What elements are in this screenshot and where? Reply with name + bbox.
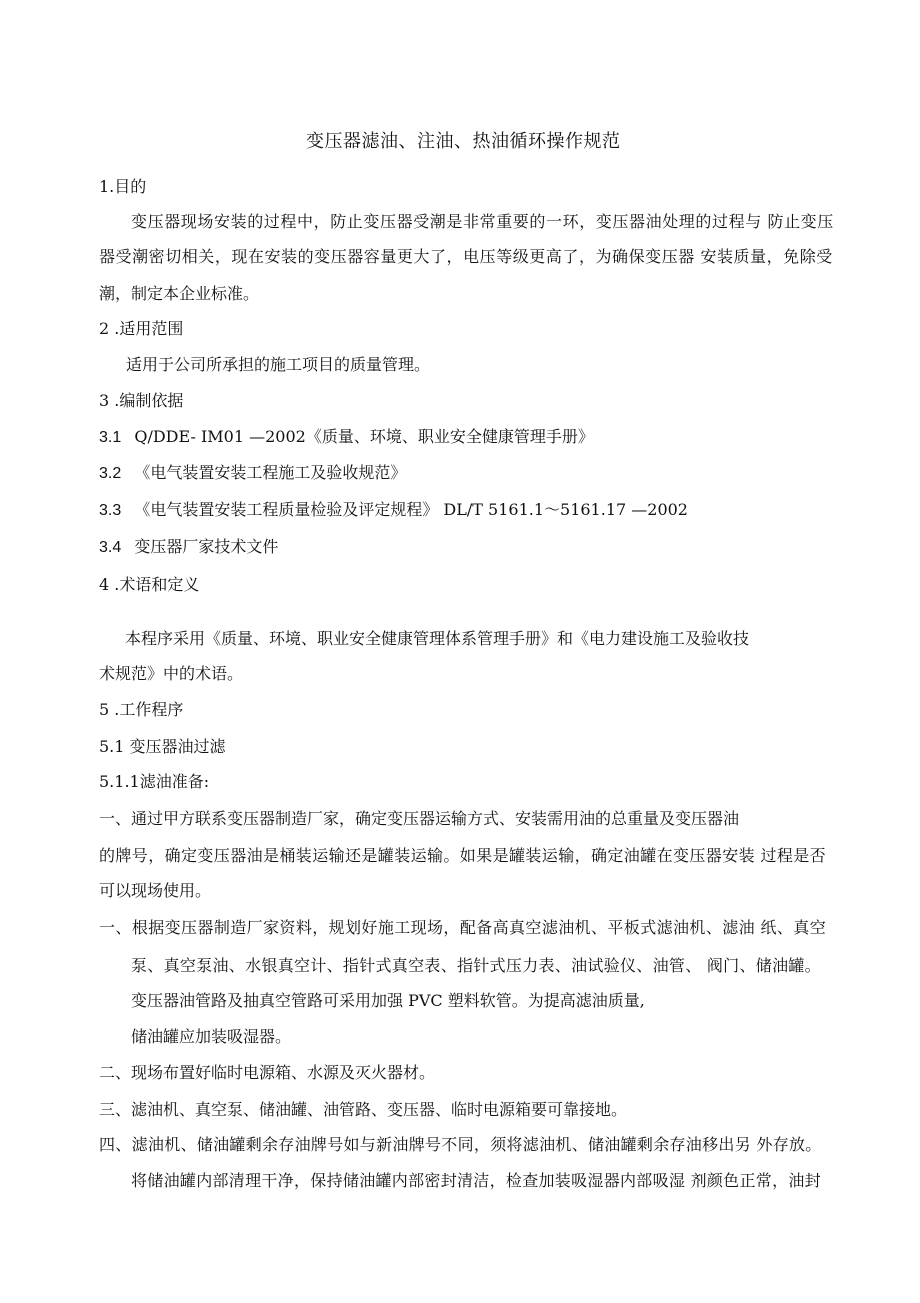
paragraph-line: 储油罐应加装吸湿器。 bbox=[131, 1027, 292, 1046]
paragraph-line: 变压器油管路及抽真空管路可采用加强 PVC 塑料软管。为提高滤油质量, bbox=[131, 991, 645, 1010]
list-item-text: 现场布置好临时电源箱、水源及灭火器材。 bbox=[131, 1063, 436, 1082]
basis-item-text: 《电气装置安装工程施工及验收规范》 bbox=[134, 463, 407, 482]
subsection-heading: 5.1.1滤油准备: bbox=[99, 772, 210, 791]
basis-item bbox=[99, 537, 278, 558]
list-marker: 四、 bbox=[99, 1135, 132, 1154]
list-marker: 二、 bbox=[99, 1063, 132, 1082]
paragraph-line: 泵、真空泵油、水银真空计、指针式真空表、指针式压力表、油试验仪、油管、 阀门、储油罐。 bbox=[131, 956, 821, 975]
section-heading-basis: 3 .编制依据 bbox=[99, 391, 184, 410]
list-item bbox=[99, 1063, 435, 1083]
list-marker: 一、 bbox=[99, 918, 132, 937]
paragraph-line: 潮，制定本企业标准。 bbox=[99, 284, 260, 303]
paragraph-line: 将储油罐内部清理干净，保持储油罐内部密封清洁，检查加装吸湿器内部吸湿 剂颜色正常，油封 bbox=[131, 1171, 821, 1190]
list-marker: 三、 bbox=[99, 1100, 132, 1119]
list-marker: 一、 bbox=[99, 809, 132, 828]
basis-item-number: 3.2 bbox=[99, 465, 122, 482]
paragraph-line: 器受潮密切相关，现在安装的变压器容量更大了，电压等级更高了，为确保变压器 安装质量，免除受 bbox=[99, 247, 833, 266]
basis-item-number: 3.1 bbox=[99, 429, 122, 446]
document-title: 变压器滤油、注油、热油循环操作规范 bbox=[306, 131, 621, 152]
basis-item-text: 《电气装置安装工程质量检验及评定规程》 DL/T 5161.1〜5161.17 —2002 bbox=[134, 500, 688, 519]
list-item bbox=[99, 1135, 822, 1155]
paragraph-line: 的牌号，确定变压器油是桶装运输还是罐装运输。如果是罐装运输，确定油罐在变压器安装 过程是否 bbox=[99, 846, 827, 865]
subsection-heading: 5.1 变压器油过滤 bbox=[99, 737, 226, 756]
list-item-text: 滤油机、真空泵、储油罐、油管路、变压器、临时电源箱要可靠接地。 bbox=[131, 1100, 628, 1119]
list-item bbox=[99, 918, 826, 938]
section-heading-scope: 2 .适用范围 bbox=[99, 319, 184, 338]
basis-item-text: 变压器厂家技术文件 bbox=[134, 537, 279, 556]
section-heading-purpose: 1.目的 bbox=[99, 177, 147, 196]
list-item-text: 通过甲方联系变压器制造厂家，确定变压器运输方式、安装需用油的总重量及变压器油 bbox=[131, 809, 740, 828]
list-item-text: 根据变压器制造厂家资料，规划好施工现场，配备高真空滤油机、平板式滤油机、滤油 纸、真空 bbox=[131, 918, 827, 937]
basis-item bbox=[99, 463, 406, 484]
section-heading-terms: 4 .术语和定义 bbox=[99, 575, 200, 594]
list-item bbox=[99, 1100, 627, 1120]
basis-item-number: 3.4 bbox=[99, 539, 122, 556]
list-item-text: 滤油机、储油罐剩余存油牌号如与新油牌号不同，须将滤油机、储油罐剩余存油移出另 外存放。 bbox=[131, 1135, 822, 1154]
paragraph-line: 本程序采用《质量、环境、职业安全健康管理体系管理手册》和《电力建设施工及验收技 bbox=[125, 629, 750, 648]
list-item bbox=[99, 809, 739, 829]
paragraph-line: 变压器现场安装的过程中，防止变压器受潮是非常重要的一环，变压器油处理的过程与 防止变压 bbox=[131, 212, 834, 231]
section-heading-procedure: 5 .工作程序 bbox=[99, 700, 184, 719]
basis-item bbox=[99, 427, 594, 448]
basis-item-text: Q/DDE- IM01 —2002《质量、环境、职业安全健康管理手册》 bbox=[134, 427, 594, 446]
basis-item-number: 3.3 bbox=[99, 502, 122, 519]
basis-item bbox=[99, 500, 688, 521]
paragraph-line: 适用于公司所承担的施工项目的质量管理。 bbox=[126, 355, 431, 374]
paragraph-line: 术规范》中的术语。 bbox=[99, 664, 244, 683]
paragraph-line: 可以现场使用。 bbox=[99, 881, 212, 900]
